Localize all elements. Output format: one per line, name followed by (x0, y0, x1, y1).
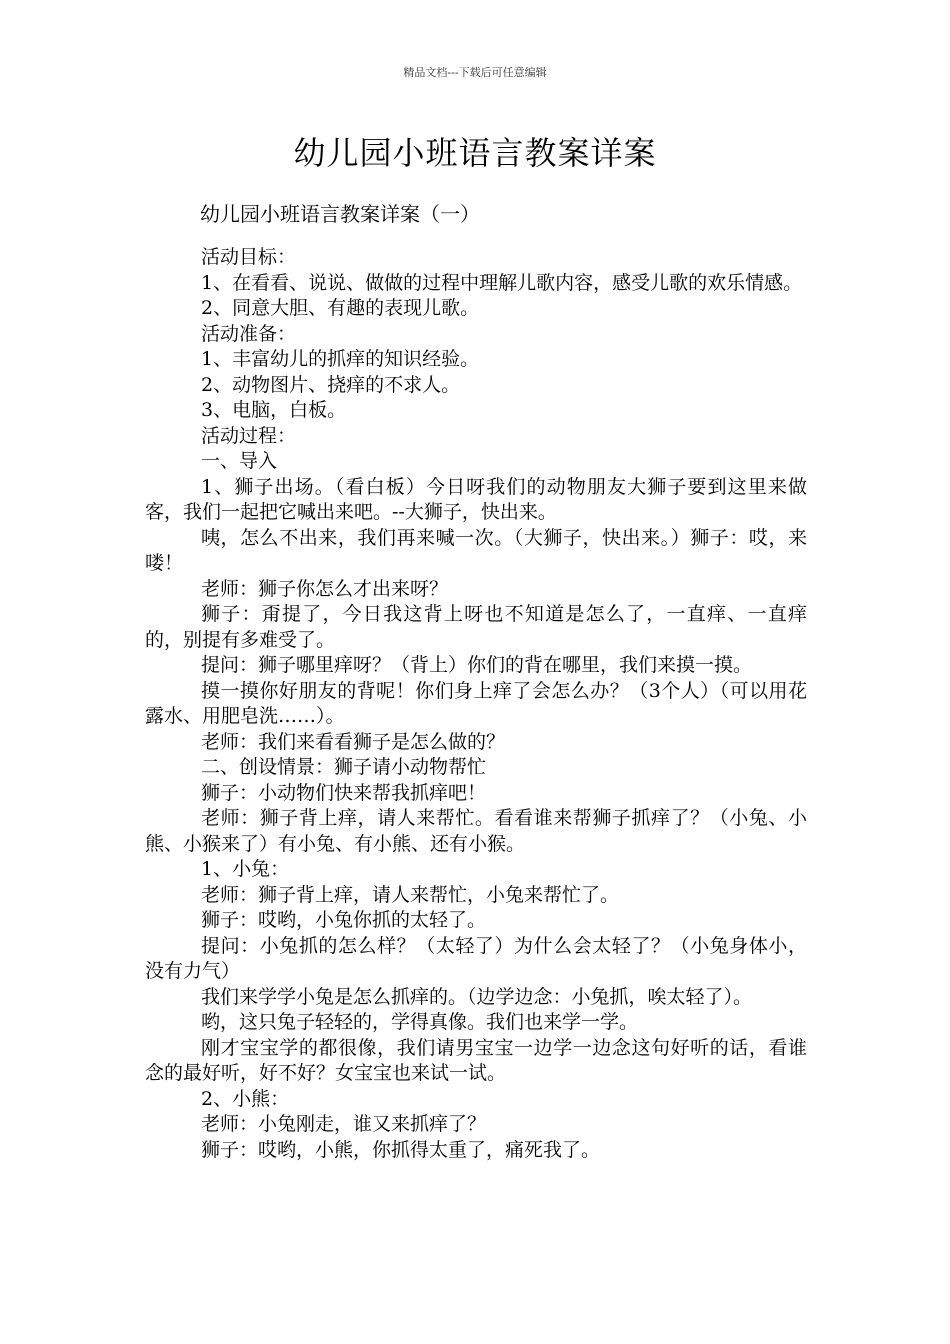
paragraph: 提问：狮子哪里痒呀？（背上）你们的背在哪里，我们来摸一摸。 (201, 654, 753, 676)
paragraph: 二、创设情景：狮子请小动物帮忙 (201, 756, 487, 778)
paragraph: 3、电脑，白板。 (201, 399, 347, 421)
paragraph: 摸一摸你好朋友的背呢！你们身上痒了会怎么办？（3个人）（可以用花露水、用肥皂洗……）。 (145, 679, 807, 727)
paragraph: 老师：狮子你怎么才出来呀？ (201, 577, 449, 600)
paragraph: 活动目标： (201, 246, 297, 268)
paragraph: 狮子：哎哟，小兔你抓的太轻了。 (201, 909, 487, 931)
paragraph: 1、小兔： (201, 858, 290, 880)
paragraph: 老师：小兔刚走，谁又来抓痒了？ (201, 1113, 487, 1135)
document-title: 幼儿园小班语言教案详案 (293, 134, 657, 172)
header-note: 精品文档---下载后可任意编辑 (403, 66, 547, 79)
paragraph: 哟，这只兔子轻轻的，学得真像。我们也来学一学。 (201, 1011, 639, 1033)
section-heading: 幼儿园小班语言教案详案（一） (200, 202, 480, 226)
document-body (145, 245, 807, 1163)
paragraph: 1、丰富幼儿的抓痒的知识经验。 (201, 348, 480, 370)
paragraph: 狮子：小动物们快来帮我抓痒吧！ (201, 781, 487, 804)
paragraph: 我们来学学小兔是怎么抓痒的。（边学边念：小兔抓，唉太轻了）。 (201, 985, 753, 1008)
paragraph: 1、狮子出场。（看白板）今日呀我们的动物朋友大狮子要到这里来做客，我们一起把它喊出来吧。--大狮子，快出来。 (145, 475, 807, 523)
paragraph: 一、导入 (201, 450, 278, 472)
paragraph: 2、同意大胆、有趣的表现儿歌。 (201, 297, 480, 319)
paragraph: 老师：狮子背上痒，请人来帮忙。看看谁来帮狮子抓痒了？（小兔、小熊、小猴来了）有小兔、有小熊、还有小猴。 (145, 807, 807, 855)
paragraph: 活动过程： (201, 424, 297, 447)
paragraph: 咦，怎么不出来，我们再来喊一次。（大狮子，快出来。）狮子：哎，来喽！ (145, 526, 807, 574)
paragraph: 1、在看看、说说、做做的过程中理解儿歌内容，感受儿歌的欢乐情感。 (201, 271, 803, 294)
paragraph: 老师：我们来看看狮子是怎么做的？ (201, 730, 506, 753)
paragraph: 刚才宝宝学的都很像，我们请男宝宝一边学一边念这句好听的话，看谁念的最好听，好不好？女宝宝也来试一试。 (145, 1036, 807, 1084)
paragraph: 活动准备： (201, 322, 297, 345)
paragraph: 狮子：甭提了，今日我这背上呀也不知道是怎么了，一直痒、一直痒的，别提有多难受了。 (145, 603, 807, 651)
paragraph: 提问：小兔抓的怎么样？（太轻了）为什么会太轻了？（小兔身体小，没有力气） (145, 934, 807, 982)
paragraph: 老师：狮子背上痒，请人来帮忙，小兔来帮忙了。 (201, 883, 620, 906)
paragraph: 2、动物图片、挠痒的不求人。 (201, 373, 461, 396)
paragraph: 2、小熊： (201, 1087, 290, 1110)
paragraph: 狮子：哎哟，小熊，你抓得太重了，痛死我了。 (201, 1138, 601, 1161)
